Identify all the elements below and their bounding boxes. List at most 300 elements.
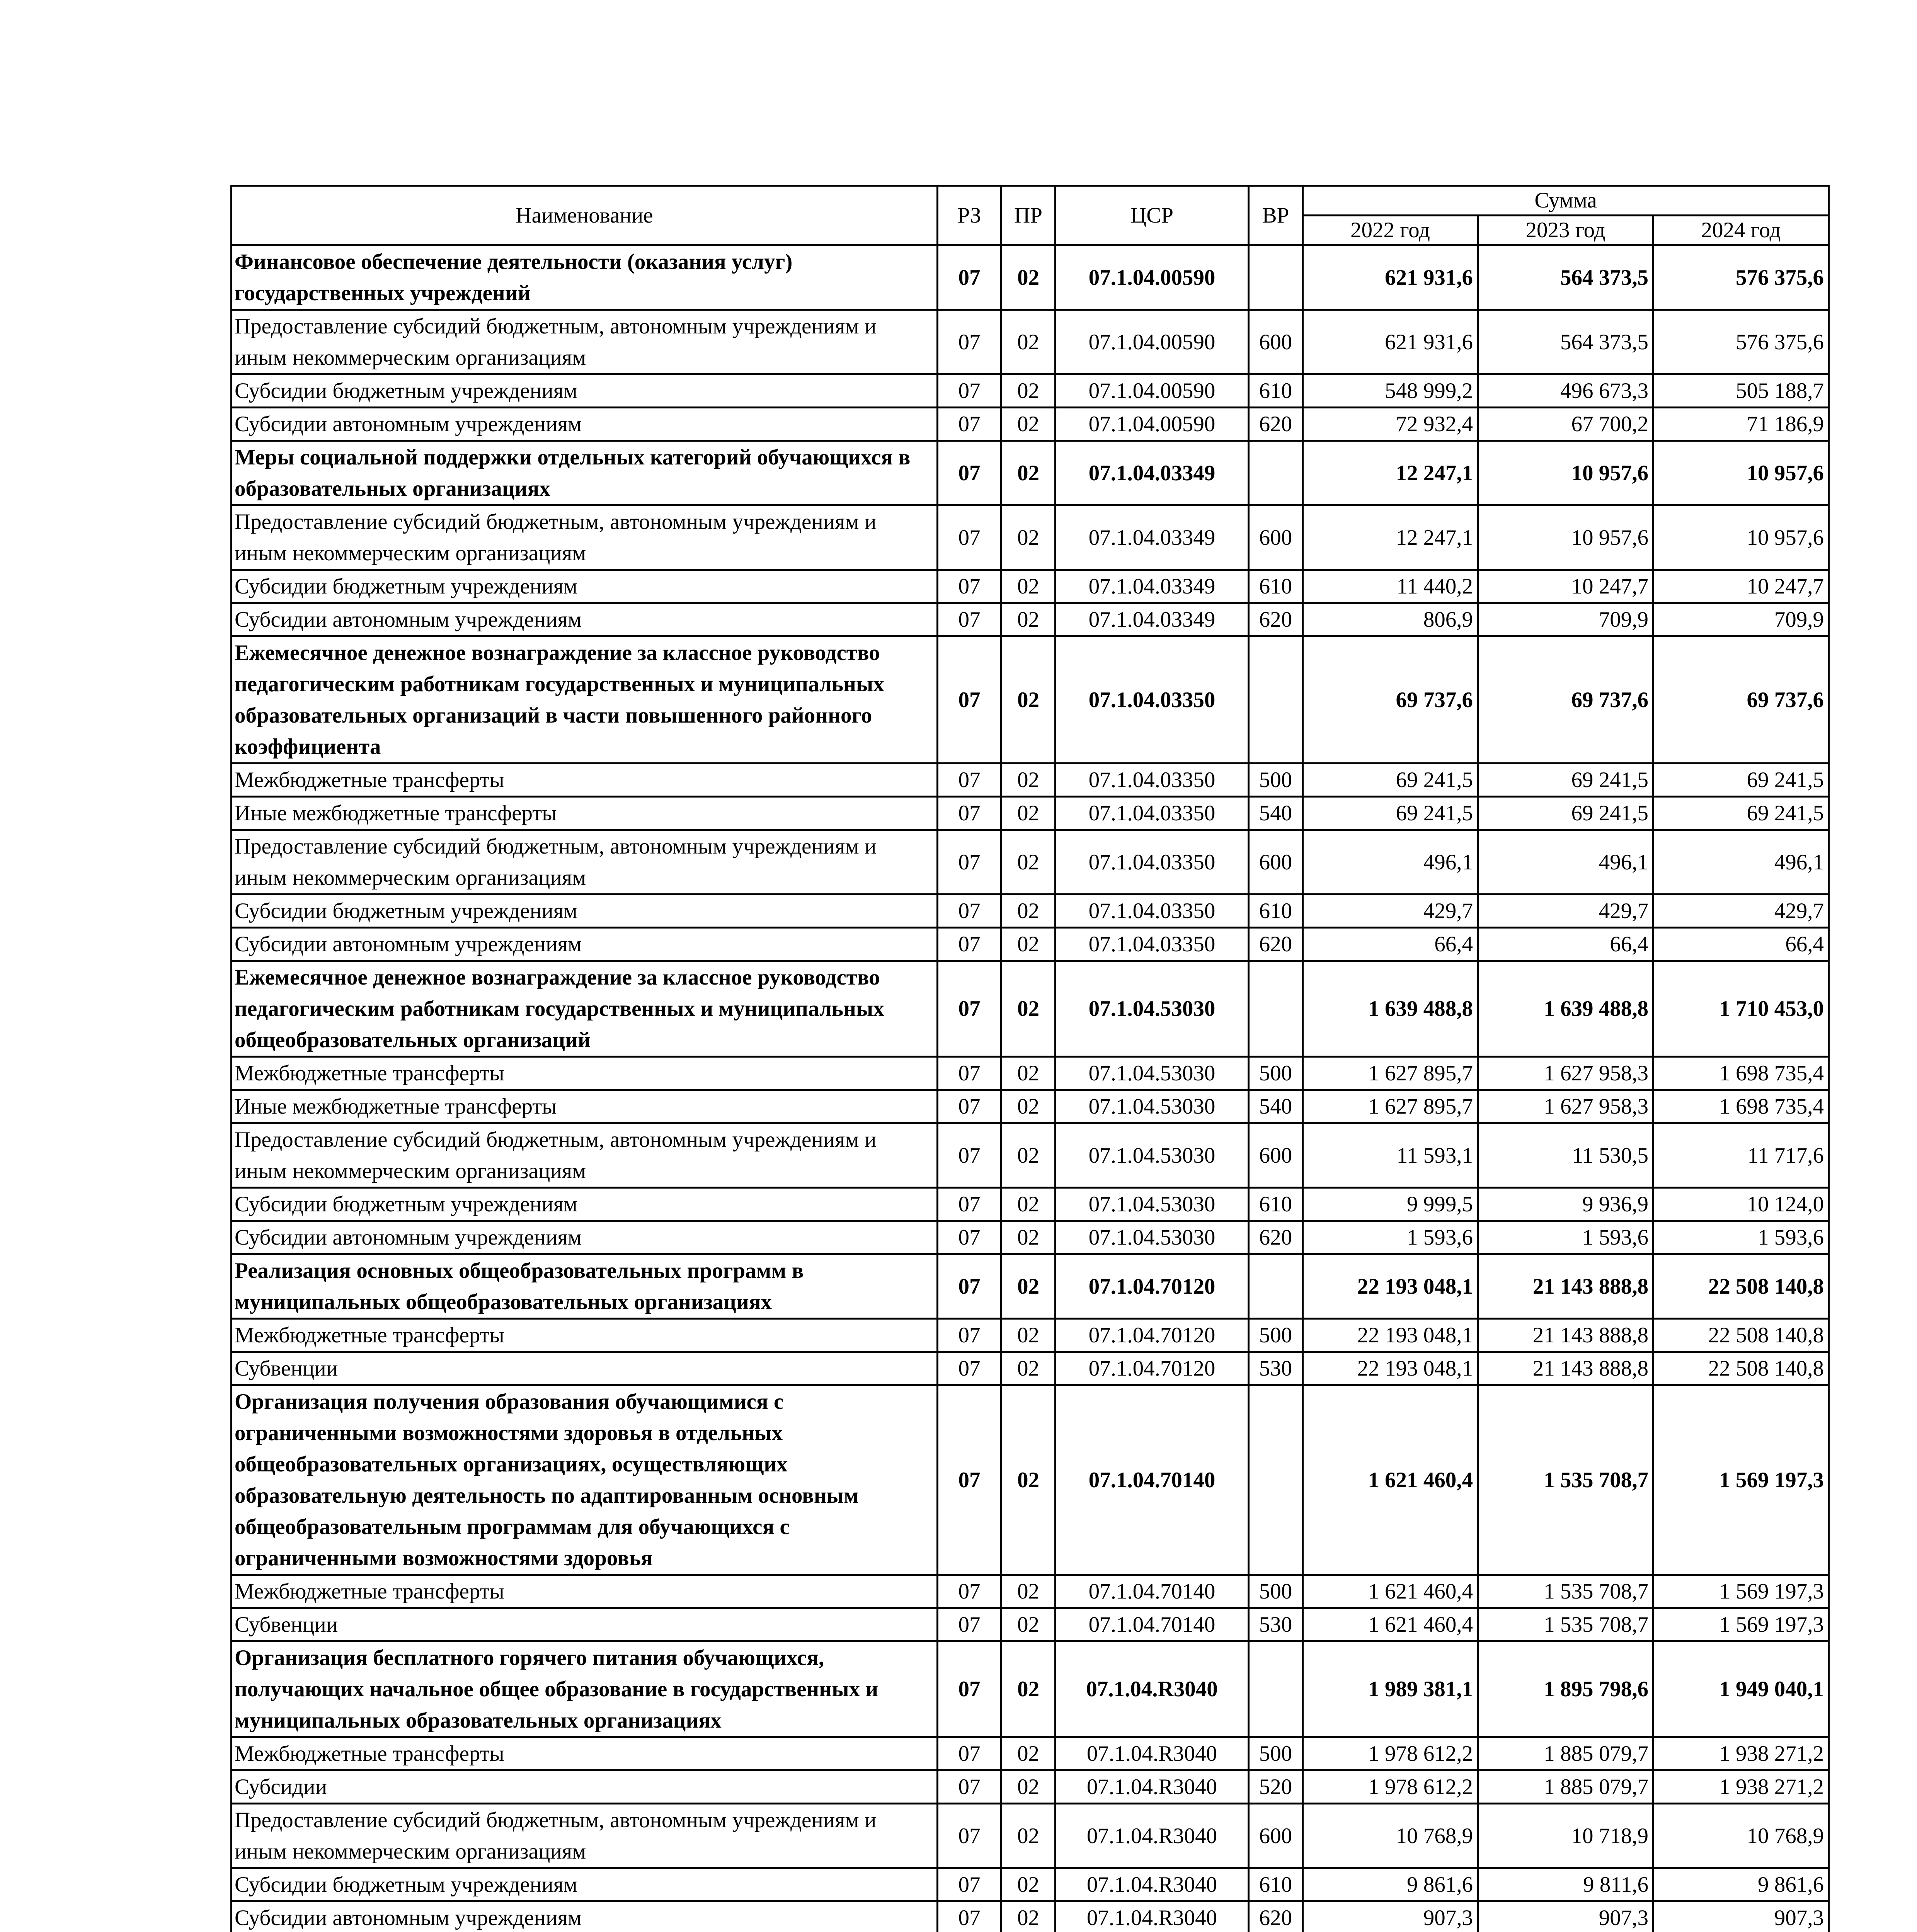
cell-csr: 07.1.04.70140 bbox=[1056, 1575, 1249, 1608]
cell-sum-2024: 66,4 bbox=[1653, 928, 1829, 961]
cell-sum-2023: 9 936,9 bbox=[1478, 1188, 1653, 1221]
cell-sum-2024: 22 508 140,8 bbox=[1653, 1352, 1829, 1385]
cell-sum-2024: 71 186,9 bbox=[1653, 408, 1829, 441]
cell-vr bbox=[1249, 1385, 1303, 1575]
cell-name: Иные межбюджетные трансферты bbox=[232, 1090, 938, 1123]
cell-sum-2024: 10 247,7 bbox=[1653, 570, 1829, 603]
cell-sum-2022: 69 737,6 bbox=[1303, 636, 1478, 764]
cell-rz: 07 bbox=[938, 764, 1001, 797]
cell-sum-2023: 1 535 708,7 bbox=[1478, 1385, 1653, 1575]
cell-pr: 02 bbox=[1001, 764, 1056, 797]
cell-pr: 02 bbox=[1001, 245, 1056, 310]
cell-vr: 610 bbox=[1249, 374, 1303, 408]
cell-sum-2022: 22 193 048,1 bbox=[1303, 1254, 1478, 1319]
cell-name: Субсидии бюджетным учреждениям bbox=[232, 1868, 938, 1901]
cell-csr: 07.1.04.R3040 bbox=[1056, 1770, 1249, 1804]
cell-sum-2022: 22 193 048,1 bbox=[1303, 1319, 1478, 1352]
cell-pr: 02 bbox=[1001, 636, 1056, 764]
cell-sum-2024: 1 710 453,0 bbox=[1653, 961, 1829, 1057]
cell-sum-2023: 11 530,5 bbox=[1478, 1123, 1653, 1188]
table-row bbox=[232, 408, 1829, 441]
cell-pr: 02 bbox=[1001, 310, 1056, 374]
cell-name: Реализация основных общеобразовательных программ в муниципальных общеобразовательных организациях bbox=[232, 1254, 938, 1319]
cell-vr: 500 bbox=[1249, 1737, 1303, 1770]
cell-csr: 07.1.04.03350 bbox=[1056, 636, 1249, 764]
cell-name: Субсидии бюджетным учреждениям bbox=[232, 570, 938, 603]
cell-pr: 02 bbox=[1001, 1770, 1056, 1804]
cell-sum-2024: 576 375,6 bbox=[1653, 245, 1829, 310]
cell-csr: 07.1.04.R3040 bbox=[1056, 1901, 1249, 1932]
cell-rz: 07 bbox=[938, 1575, 1001, 1608]
cell-name: Предоставление субсидий бюджетным, автономным учреждениям и иным некоммерческим организациям bbox=[232, 310, 938, 374]
header-rz: РЗ bbox=[938, 186, 1001, 245]
table-row bbox=[232, 1221, 1829, 1254]
cell-sum-2022: 1 989 381,1 bbox=[1303, 1641, 1478, 1737]
cell-sum-2024: 10 957,6 bbox=[1653, 505, 1829, 570]
cell-sum-2024: 1 698 735,4 bbox=[1653, 1090, 1829, 1123]
cell-sum-2022: 22 193 048,1 bbox=[1303, 1352, 1478, 1385]
table-row bbox=[232, 1804, 1829, 1868]
cell-csr: 07.1.04.03350 bbox=[1056, 928, 1249, 961]
cell-sum-2024: 10 957,6 bbox=[1653, 441, 1829, 505]
budget-table bbox=[230, 185, 1830, 1932]
cell-pr: 02 bbox=[1001, 374, 1056, 408]
cell-pr: 02 bbox=[1001, 1641, 1056, 1737]
cell-csr: 07.1.04.70120 bbox=[1056, 1352, 1249, 1385]
cell-name: Субсидии автономным учреждениям bbox=[232, 408, 938, 441]
cell-rz: 07 bbox=[938, 961, 1001, 1057]
cell-pr: 02 bbox=[1001, 1868, 1056, 1901]
cell-rz: 07 bbox=[938, 1090, 1001, 1123]
cell-sum-2023: 21 143 888,8 bbox=[1478, 1352, 1653, 1385]
cell-sum-2023: 9 811,6 bbox=[1478, 1868, 1653, 1901]
cell-csr: 07.1.04.03350 bbox=[1056, 895, 1249, 928]
table-row bbox=[232, 928, 1829, 961]
cell-rz: 07 bbox=[938, 310, 1001, 374]
cell-csr: 07.1.04.00590 bbox=[1056, 245, 1249, 310]
cell-vr: 610 bbox=[1249, 1188, 1303, 1221]
cell-sum-2024: 1 949 040,1 bbox=[1653, 1641, 1829, 1737]
cell-sum-2023: 1 895 798,6 bbox=[1478, 1641, 1653, 1737]
cell-rz: 07 bbox=[938, 1804, 1001, 1868]
cell-csr: 07.1.04.53030 bbox=[1056, 1090, 1249, 1123]
cell-sum-2024: 69 241,5 bbox=[1653, 764, 1829, 797]
cell-sum-2023: 69 241,5 bbox=[1478, 764, 1653, 797]
cell-sum-2024: 69 737,6 bbox=[1653, 636, 1829, 764]
table-row bbox=[232, 1090, 1829, 1123]
cell-sum-2023: 564 373,5 bbox=[1478, 310, 1653, 374]
cell-sum-2024: 10 768,9 bbox=[1653, 1804, 1829, 1868]
cell-vr: 500 bbox=[1249, 1575, 1303, 1608]
cell-vr: 540 bbox=[1249, 1090, 1303, 1123]
cell-sum-2023: 1 627 958,3 bbox=[1478, 1057, 1653, 1090]
cell-sum-2022: 9 861,6 bbox=[1303, 1868, 1478, 1901]
cell-name: Предоставление субсидий бюджетным, автономным учреждениям и иным некоммерческим организациям bbox=[232, 830, 938, 895]
cell-sum-2022: 1 639 488,8 bbox=[1303, 961, 1478, 1057]
cell-name: Организация получения образования обучающимися с ограниченными возможностями здоровья в отдельных общеобразовательных организациях, осуществляющих образовательную деятельность по адаптированным основным общеобразовательным программам для обучающихся с ограниченными возможностями здоровья bbox=[232, 1385, 938, 1575]
cell-sum-2022: 11 593,1 bbox=[1303, 1123, 1478, 1188]
cell-pr: 02 bbox=[1001, 1608, 1056, 1641]
cell-sum-2023: 1 639 488,8 bbox=[1478, 961, 1653, 1057]
table-row bbox=[232, 1352, 1829, 1385]
cell-rz: 07 bbox=[938, 928, 1001, 961]
cell-sum-2024: 10 124,0 bbox=[1653, 1188, 1829, 1221]
cell-pr: 02 bbox=[1001, 1737, 1056, 1770]
cell-sum-2022: 11 440,2 bbox=[1303, 570, 1478, 603]
table-row bbox=[232, 895, 1829, 928]
cell-rz: 07 bbox=[938, 245, 1001, 310]
cell-sum-2023: 564 373,5 bbox=[1478, 245, 1653, 310]
cell-rz: 07 bbox=[938, 1770, 1001, 1804]
cell-sum-2022: 10 768,9 bbox=[1303, 1804, 1478, 1868]
cell-csr: 07.1.04.R3040 bbox=[1056, 1804, 1249, 1868]
cell-sum-2024: 429,7 bbox=[1653, 895, 1829, 928]
cell-name: Финансовое обеспечение деятельности (оказания услуг) государственных учреждений bbox=[232, 245, 938, 310]
cell-sum-2023: 10 247,7 bbox=[1478, 570, 1653, 603]
cell-sum-2024: 576 375,6 bbox=[1653, 310, 1829, 374]
cell-vr bbox=[1249, 961, 1303, 1057]
cell-sum-2023: 66,4 bbox=[1478, 928, 1653, 961]
cell-sum-2022: 12 247,1 bbox=[1303, 505, 1478, 570]
cell-csr: 07.1.04.03350 bbox=[1056, 830, 1249, 895]
table-row bbox=[232, 603, 1829, 636]
cell-rz: 07 bbox=[938, 1608, 1001, 1641]
cell-sum-2024: 505 188,7 bbox=[1653, 374, 1829, 408]
cell-sum-2023: 496,1 bbox=[1478, 830, 1653, 895]
cell-csr: 07.1.04.70140 bbox=[1056, 1608, 1249, 1641]
cell-vr bbox=[1249, 1254, 1303, 1319]
cell-csr: 07.1.04.00590 bbox=[1056, 408, 1249, 441]
cell-rz: 07 bbox=[938, 895, 1001, 928]
cell-name: Межбюджетные трансферты bbox=[232, 1057, 938, 1090]
cell-csr: 07.1.04.03349 bbox=[1056, 603, 1249, 636]
cell-vr: 540 bbox=[1249, 797, 1303, 830]
cell-rz: 07 bbox=[938, 1385, 1001, 1575]
cell-vr: 600 bbox=[1249, 1123, 1303, 1188]
cell-rz: 07 bbox=[938, 1352, 1001, 1385]
cell-vr bbox=[1249, 245, 1303, 310]
cell-sum-2024: 907,3 bbox=[1653, 1901, 1829, 1932]
cell-pr: 02 bbox=[1001, 570, 1056, 603]
cell-name: Межбюджетные трансферты bbox=[232, 1737, 938, 1770]
cell-sum-2023: 21 143 888,8 bbox=[1478, 1254, 1653, 1319]
header-vr: ВР bbox=[1249, 186, 1303, 245]
cell-csr: 07.1.04.R3040 bbox=[1056, 1868, 1249, 1901]
cell-rz: 07 bbox=[938, 1737, 1001, 1770]
header-csr: ЦСР bbox=[1056, 186, 1249, 245]
cell-csr: 07.1.04.00590 bbox=[1056, 374, 1249, 408]
cell-rz: 07 bbox=[938, 830, 1001, 895]
cell-csr: 07.1.04.53030 bbox=[1056, 1221, 1249, 1254]
cell-rz: 07 bbox=[938, 1221, 1001, 1254]
cell-vr bbox=[1249, 636, 1303, 764]
cell-vr: 610 bbox=[1249, 895, 1303, 928]
table-row bbox=[232, 441, 1829, 505]
cell-csr: 07.1.04.03349 bbox=[1056, 505, 1249, 570]
cell-rz: 07 bbox=[938, 797, 1001, 830]
cell-pr: 02 bbox=[1001, 928, 1056, 961]
table-row bbox=[232, 1057, 1829, 1090]
cell-pr: 02 bbox=[1001, 961, 1056, 1057]
cell-sum-2024: 11 717,6 bbox=[1653, 1123, 1829, 1188]
cell-sum-2023: 69 241,5 bbox=[1478, 797, 1653, 830]
table-row bbox=[232, 636, 1829, 764]
cell-csr: 07.1.04.00590 bbox=[1056, 310, 1249, 374]
cell-sum-2023: 10 957,6 bbox=[1478, 441, 1653, 505]
cell-sum-2023: 1 885 079,7 bbox=[1478, 1770, 1653, 1804]
cell-pr: 02 bbox=[1001, 408, 1056, 441]
cell-sum-2022: 1 593,6 bbox=[1303, 1221, 1478, 1254]
table-row bbox=[232, 1737, 1829, 1770]
cell-vr: 500 bbox=[1249, 764, 1303, 797]
cell-sum-2024: 69 241,5 bbox=[1653, 797, 1829, 830]
cell-pr: 02 bbox=[1001, 1319, 1056, 1352]
cell-pr: 02 bbox=[1001, 830, 1056, 895]
cell-sum-2024: 1 593,6 bbox=[1653, 1221, 1829, 1254]
cell-pr: 02 bbox=[1001, 505, 1056, 570]
cell-vr: 600 bbox=[1249, 505, 1303, 570]
cell-sum-2024: 1 698 735,4 bbox=[1653, 1057, 1829, 1090]
cell-csr: 07.1.04.R3040 bbox=[1056, 1641, 1249, 1737]
cell-sum-2023: 10 718,9 bbox=[1478, 1804, 1653, 1868]
cell-sum-2022: 621 931,6 bbox=[1303, 310, 1478, 374]
cell-sum-2022: 1 627 895,7 bbox=[1303, 1057, 1478, 1090]
cell-sum-2022: 69 241,5 bbox=[1303, 764, 1478, 797]
cell-vr: 600 bbox=[1249, 830, 1303, 895]
cell-name: Межбюджетные трансферты bbox=[232, 1575, 938, 1608]
cell-csr: 07.1.04.70140 bbox=[1056, 1385, 1249, 1575]
cell-rz: 07 bbox=[938, 1057, 1001, 1090]
cell-vr: 620 bbox=[1249, 1901, 1303, 1932]
cell-csr: 07.1.04.53030 bbox=[1056, 961, 1249, 1057]
cell-sum-2024: 1 938 271,2 bbox=[1653, 1770, 1829, 1804]
header-name: Наименование bbox=[232, 186, 938, 245]
cell-name: Субсидии bbox=[232, 1770, 938, 1804]
cell-sum-2022: 429,7 bbox=[1303, 895, 1478, 928]
cell-csr: 07.1.04.53030 bbox=[1056, 1123, 1249, 1188]
cell-vr: 530 bbox=[1249, 1352, 1303, 1385]
cell-csr: 07.1.04.03349 bbox=[1056, 570, 1249, 603]
cell-rz: 07 bbox=[938, 374, 1001, 408]
cell-sum-2024: 496,1 bbox=[1653, 830, 1829, 895]
cell-name: Иные межбюджетные трансферты bbox=[232, 797, 938, 830]
cell-rz: 07 bbox=[938, 1123, 1001, 1188]
cell-pr: 02 bbox=[1001, 1385, 1056, 1575]
cell-sum-2022: 907,3 bbox=[1303, 1901, 1478, 1932]
cell-pr: 02 bbox=[1001, 441, 1056, 505]
header-year-2022: 2022 год bbox=[1303, 216, 1478, 245]
table-row bbox=[232, 830, 1829, 895]
cell-sum-2024: 1 938 271,2 bbox=[1653, 1737, 1829, 1770]
cell-pr: 02 bbox=[1001, 1123, 1056, 1188]
table-row bbox=[232, 1575, 1829, 1608]
table-body bbox=[232, 245, 1829, 1932]
cell-csr: 07.1.04.53030 bbox=[1056, 1057, 1249, 1090]
cell-rz: 07 bbox=[938, 1641, 1001, 1737]
header-pr: ПР bbox=[1001, 186, 1056, 245]
cell-vr: 620 bbox=[1249, 1221, 1303, 1254]
table-row bbox=[232, 505, 1829, 570]
cell-sum-2022: 72 932,4 bbox=[1303, 408, 1478, 441]
cell-vr: 620 bbox=[1249, 603, 1303, 636]
cell-sum-2023: 67 700,2 bbox=[1478, 408, 1653, 441]
cell-rz: 07 bbox=[938, 505, 1001, 570]
cell-vr: 600 bbox=[1249, 310, 1303, 374]
cell-sum-2024: 22 508 140,8 bbox=[1653, 1319, 1829, 1352]
cell-sum-2022: 621 931,6 bbox=[1303, 245, 1478, 310]
cell-rz: 07 bbox=[938, 1254, 1001, 1319]
cell-name: Субсидии автономным учреждениям bbox=[232, 928, 938, 961]
cell-pr: 02 bbox=[1001, 1254, 1056, 1319]
cell-vr bbox=[1249, 1641, 1303, 1737]
cell-vr: 620 bbox=[1249, 928, 1303, 961]
cell-vr: 500 bbox=[1249, 1319, 1303, 1352]
cell-name: Субсидии бюджетным учреждениям bbox=[232, 1188, 938, 1221]
cell-csr: 07.1.04.53030 bbox=[1056, 1188, 1249, 1221]
cell-pr: 02 bbox=[1001, 1901, 1056, 1932]
cell-csr: 07.1.04.70120 bbox=[1056, 1254, 1249, 1319]
cell-vr: 610 bbox=[1249, 1868, 1303, 1901]
cell-name: Субсидии автономным учреждениям bbox=[232, 1901, 938, 1932]
cell-name: Предоставление субсидий бюджетным, автономным учреждениям и иным некоммерческим организациям bbox=[232, 1123, 938, 1188]
cell-rz: 07 bbox=[938, 636, 1001, 764]
cell-sum-2023: 69 737,6 bbox=[1478, 636, 1653, 764]
table-row bbox=[232, 1254, 1829, 1319]
cell-pr: 02 bbox=[1001, 1090, 1056, 1123]
cell-sum-2023: 1 885 079,7 bbox=[1478, 1737, 1653, 1770]
cell-name: Меры социальной поддержки отдельных категорий обучающихся в образовательных организациях bbox=[232, 441, 938, 505]
cell-name: Субсидии бюджетным учреждениям bbox=[232, 895, 938, 928]
cell-sum-2023: 709,9 bbox=[1478, 603, 1653, 636]
cell-sum-2024: 709,9 bbox=[1653, 603, 1829, 636]
cell-name: Организация бесплатного горячего питания обучающихся, получающих начальное общее образование в государственных и муниципальных образовательных организациях bbox=[232, 1641, 938, 1737]
cell-csr: 07.1.04.03350 bbox=[1056, 797, 1249, 830]
cell-sum-2023: 496 673,3 bbox=[1478, 374, 1653, 408]
cell-sum-2024: 9 861,6 bbox=[1653, 1868, 1829, 1901]
header-year-2024: 2024 год bbox=[1653, 216, 1829, 245]
cell-vr: 620 bbox=[1249, 408, 1303, 441]
cell-name: Субсидии автономным учреждениям bbox=[232, 603, 938, 636]
cell-name: Субсидии бюджетным учреждениям bbox=[232, 374, 938, 408]
cell-sum-2022: 806,9 bbox=[1303, 603, 1478, 636]
cell-rz: 07 bbox=[938, 1319, 1001, 1352]
cell-name: Субвенции bbox=[232, 1608, 938, 1641]
cell-sum-2024: 22 508 140,8 bbox=[1653, 1254, 1829, 1319]
cell-vr: 520 bbox=[1249, 1770, 1303, 1804]
table-row bbox=[232, 1188, 1829, 1221]
cell-vr: 600 bbox=[1249, 1804, 1303, 1868]
cell-sum-2023: 1 627 958,3 bbox=[1478, 1090, 1653, 1123]
cell-sum-2022: 69 241,5 bbox=[1303, 797, 1478, 830]
cell-name: Ежемесячное денежное вознаграждение за классное руководство педагогическим работникам государственных и муниципальных образовательных организаций в части повышенного районного коэффициента bbox=[232, 636, 938, 764]
cell-sum-2022: 66,4 bbox=[1303, 928, 1478, 961]
table-row bbox=[232, 1641, 1829, 1737]
cell-sum-2022: 1 978 612,2 bbox=[1303, 1770, 1478, 1804]
cell-rz: 07 bbox=[938, 1868, 1001, 1901]
cell-name: Межбюджетные трансферты bbox=[232, 764, 938, 797]
cell-pr: 02 bbox=[1001, 1575, 1056, 1608]
cell-sum-2023: 1 535 708,7 bbox=[1478, 1575, 1653, 1608]
cell-rz: 07 bbox=[938, 603, 1001, 636]
cell-sum-2022: 1 621 460,4 bbox=[1303, 1575, 1478, 1608]
cell-sum-2022: 12 247,1 bbox=[1303, 441, 1478, 505]
cell-sum-2022: 9 999,5 bbox=[1303, 1188, 1478, 1221]
cell-pr: 02 bbox=[1001, 797, 1056, 830]
header-sum: Сумма bbox=[1303, 186, 1829, 216]
table-row bbox=[232, 1319, 1829, 1352]
header-row-top bbox=[232, 186, 1829, 216]
table-row bbox=[232, 570, 1829, 603]
cell-csr: 07.1.04.03349 bbox=[1056, 441, 1249, 505]
cell-sum-2023: 1 593,6 bbox=[1478, 1221, 1653, 1254]
table-row bbox=[232, 245, 1829, 310]
cell-sum-2024: 1 569 197,3 bbox=[1653, 1608, 1829, 1641]
cell-sum-2024: 1 569 197,3 bbox=[1653, 1385, 1829, 1575]
cell-sum-2022: 496,1 bbox=[1303, 830, 1478, 895]
cell-pr: 02 bbox=[1001, 1352, 1056, 1385]
cell-csr: 07.1.04.R3040 bbox=[1056, 1737, 1249, 1770]
cell-rz: 07 bbox=[938, 408, 1001, 441]
cell-sum-2023: 1 535 708,7 bbox=[1478, 1608, 1653, 1641]
cell-pr: 02 bbox=[1001, 1804, 1056, 1868]
table-row bbox=[232, 1901, 1829, 1932]
cell-sum-2022: 1 978 612,2 bbox=[1303, 1737, 1478, 1770]
cell-vr: 530 bbox=[1249, 1608, 1303, 1641]
table-row bbox=[232, 1770, 1829, 1804]
table-row bbox=[232, 1868, 1829, 1901]
cell-vr: 500 bbox=[1249, 1057, 1303, 1090]
cell-pr: 02 bbox=[1001, 1057, 1056, 1090]
cell-name: Субсидии автономным учреждениям bbox=[232, 1221, 938, 1254]
cell-vr: 610 bbox=[1249, 570, 1303, 603]
cell-name: Предоставление субсидий бюджетным, автономным учреждениям и иным некоммерческим организациям bbox=[232, 1804, 938, 1868]
cell-name: Субвенции bbox=[232, 1352, 938, 1385]
cell-sum-2022: 1 621 460,4 bbox=[1303, 1385, 1478, 1575]
cell-name: Ежемесячное денежное вознаграждение за классное руководство педагогическим работникам государственных и муниципальных общеобразовательных организаций bbox=[232, 961, 938, 1057]
cell-csr: 07.1.04.70120 bbox=[1056, 1319, 1249, 1352]
table-row bbox=[232, 1385, 1829, 1575]
cell-sum-2023: 429,7 bbox=[1478, 895, 1653, 928]
cell-name: Межбюджетные трансферты bbox=[232, 1319, 938, 1352]
cell-pr: 02 bbox=[1001, 1221, 1056, 1254]
cell-pr: 02 bbox=[1001, 1188, 1056, 1221]
cell-sum-2023: 21 143 888,8 bbox=[1478, 1319, 1653, 1352]
cell-rz: 07 bbox=[938, 570, 1001, 603]
table-header bbox=[232, 186, 1829, 245]
table-row bbox=[232, 961, 1829, 1057]
cell-vr bbox=[1249, 441, 1303, 505]
table-row bbox=[232, 1608, 1829, 1641]
cell-name: Предоставление субсидий бюджетным, автономным учреждениям и иным некоммерческим организациям bbox=[232, 505, 938, 570]
table-row bbox=[232, 310, 1829, 374]
cell-sum-2022: 548 999,2 bbox=[1303, 374, 1478, 408]
cell-pr: 02 bbox=[1001, 603, 1056, 636]
table-row bbox=[232, 797, 1829, 830]
header-year-2023: 2023 год bbox=[1478, 216, 1653, 245]
table-row bbox=[232, 764, 1829, 797]
cell-sum-2022: 1 627 895,7 bbox=[1303, 1090, 1478, 1123]
cell-rz: 07 bbox=[938, 1188, 1001, 1221]
cell-rz: 07 bbox=[938, 441, 1001, 505]
cell-sum-2022: 1 621 460,4 bbox=[1303, 1608, 1478, 1641]
cell-rz: 07 bbox=[938, 1901, 1001, 1932]
cell-csr: 07.1.04.03350 bbox=[1056, 764, 1249, 797]
cell-sum-2023: 907,3 bbox=[1478, 1901, 1653, 1932]
cell-sum-2024: 1 569 197,3 bbox=[1653, 1575, 1829, 1608]
table-row bbox=[232, 374, 1829, 408]
cell-sum-2023: 10 957,6 bbox=[1478, 505, 1653, 570]
table-row bbox=[232, 1123, 1829, 1188]
